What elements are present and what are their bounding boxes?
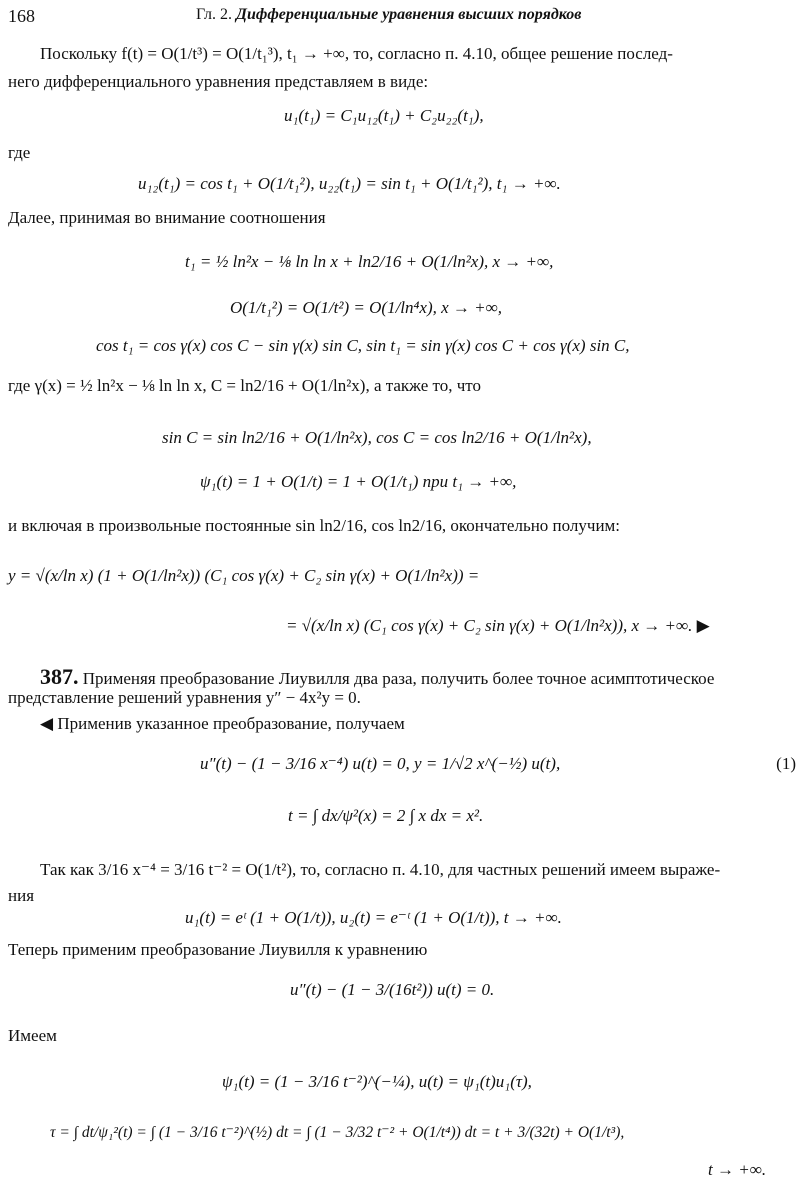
equation: t → +∞.	[708, 1160, 767, 1179]
equation: ψ₁(t) = 1 + O(1/t) = 1 + O(1/t₁) при t₁ → +∞,	[200, 472, 517, 491]
equation: O(1/t₁²) = O(1/t²) = O(1/ln⁴x), x → +∞,	[230, 298, 503, 317]
chapter-title: Дифференциальные уравнения высших порядков	[236, 6, 582, 23]
paragraph-line: Теперь применим преобразование Лиувилля к уравнению	[8, 940, 428, 959]
paragraph-line: Далее, принимая во внимание соотношения	[8, 208, 326, 227]
paragraph-line: и включая в произвольные постоянные sin ln2/16, cos ln2/16, окончательно получим:	[8, 516, 621, 535]
equation: u₁(t₁) = C₁u₁₂(t₁) + C₂u₂₂(t₁),	[284, 106, 484, 125]
problem-text: Применяя преобразование Лиувилля два раза, получить более точное асимптотическое	[82, 669, 715, 688]
paragraph-line: где	[8, 143, 31, 162]
equation: u″(t) − (1 − 3/16 x⁻⁴) u(t) = 0, y = 1/√2 x^(−½) u(t),	[200, 754, 561, 773]
problem-statement	[40, 664, 714, 689]
chapter-label: Гл. 2.	[196, 6, 233, 23]
equation: t₁ = ½ ln²x − ⅛ ln ln x + ln2/16 + O(1/ln²x), x → +∞,	[185, 252, 554, 271]
equation: u″(t) − (1 − 3/(16t²)) u(t) = 0.	[290, 980, 495, 999]
paragraph-line: Поскольку f(t) = O(1/t³) = O(1/t₁³), t₁ → +∞, то, согласно п. 4.10, общее решение послед-	[40, 44, 673, 63]
paragraph-line: него дифференциального уравнения представляем в виде:	[8, 72, 429, 91]
paragraph-line: представление решений уравнения y″ − 4x²y = 0.	[8, 688, 361, 707]
paragraph-line: Имеем	[8, 1026, 57, 1045]
paragraph-line: Так как 3/16 x⁻⁴ = 3/16 t⁻² = O(1/t²), то, согласно п. 4.10, для частных решений имеем выраже-	[40, 860, 721, 879]
equation: cos t₁ = cos γ(x) cos C − sin γ(x) sin C, sin t₁ = sin γ(x) cos C + cos γ(x) sin C,	[96, 336, 630, 355]
equation: ψ₁(t) = (1 − 3/16 t⁻²)^(−¼), u(t) = ψ₁(t)u₁(τ),	[222, 1072, 532, 1091]
equation: = √(x/ln x) (C₁ cos γ(x) + C₂ sin γ(x) + O(1/ln²x)), x → +∞. ▶	[286, 616, 710, 635]
equation: t = ∫ dx/ψ²(x) = 2 ∫ x dx = x².	[288, 806, 484, 825]
equation: u₁(t) = eᵗ (1 + O(1/t)), u₂(t) = e⁻ᵗ (1 + O(1/t)), t → +∞.	[185, 908, 562, 927]
paragraph-line: ния	[8, 886, 35, 905]
equation-number: (1)	[776, 754, 796, 773]
equation: y = √(x/ln x) (1 + O(1/ln²x)) (C₁ cos γ(x) + C₂ sin γ(x) + O(1/ln²x)) =	[8, 566, 480, 585]
equation: u₁₂(t₁) = cos t₁ + O(1/t₁²), u₂₂(t₁) = sin t₁ + O(1/t₁²), t₁ → +∞.	[138, 174, 561, 193]
paragraph-line: где γ(x) = ½ ln²x − ⅛ ln ln x, C = ln2/16 + O(1/ln²x), а также то, что	[8, 376, 481, 395]
paragraph-line: ◀ Применив указанное преобразование, получаем	[40, 714, 405, 733]
page-number: 168	[8, 6, 35, 26]
problem-number: 387.	[40, 664, 79, 689]
equation: sin C = sin ln2/16 + O(1/ln²x), cos C = cos ln2/16 + O(1/ln²x),	[162, 428, 592, 447]
running-header	[196, 6, 581, 24]
equation: τ = ∫ dt/ψ₁²(t) = ∫ (1 − 3/16 t⁻²)^(½) dt = ∫ (1 − 3/32 t⁻² + O(1/t⁴)) dt = t + 3/(32t) + O(1/t³),	[50, 1124, 625, 1141]
